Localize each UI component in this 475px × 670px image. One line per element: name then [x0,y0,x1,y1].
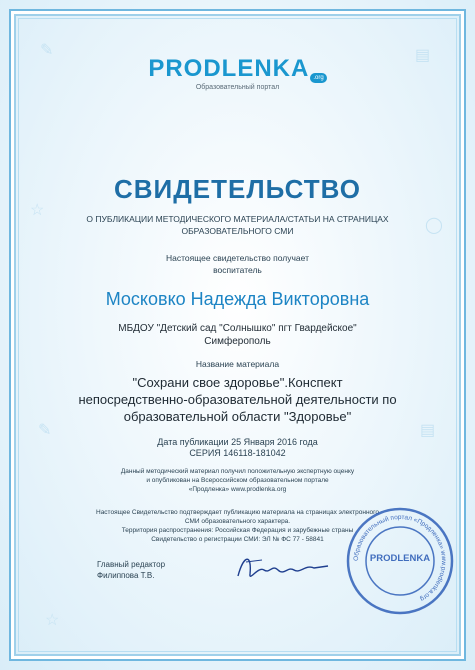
certificate-subtitle [0,213,475,237]
publication-date: Дата публикации 25 Января 2016 года [157,437,318,447]
organization-name: МБДОУ "Детский сад "Солнышко" пгт Гвардейское" [118,323,357,334]
organization [0,322,475,348]
logo-domain-badge: .org [310,73,326,83]
pencil-icon: ✎ [38,422,52,439]
confirmation-line: Территория распространения: Российская Федерация и зарубежные страны [121,527,354,534]
publication-info [0,437,475,459]
pencil-icon: ✎ [40,42,54,59]
confirmation-line: Настоящее Свидетельство подтверждает публикацию материала на страницах электронного [96,509,379,516]
material-title-line: "Сохрани свое здоровье".Конспект [132,375,343,390]
subtitle-line: О ПУБЛИКАЦИИ МЕТОДИЧЕСКОГО МАТЕРИАЛА/СТАТЬИ НА СТРАНИЦАХ [86,214,389,224]
note-line: Данный методический материал получил положительную экспертную оценку [120,468,355,475]
material-title-line: непосредственно-образовательной деятельности по [78,392,397,407]
material-heading: Название материала [195,359,280,369]
certificate-title: СВИДЕТЕЛЬСТВО [114,174,361,204]
official-stamp [344,505,456,617]
logo-tagline: Образовательный портал [195,84,280,91]
expert-note [0,467,475,494]
recipient-intro-line: Настоящее свидетельство получает [165,253,309,263]
organization-city: Симферополь [204,336,271,347]
stamp-ring-text: Образовательный портал «Продленка» www.prodlenka.org [352,513,448,603]
subtitle-line: ОБРАЗОВАТЕЛЬНОГО СМИ [181,226,294,236]
star-icon: ☆ [45,612,60,629]
book-icon: ▤ [420,422,436,439]
logo [0,55,475,91]
recipient-intro [0,252,475,276]
confirmation-line: СМИ образовательного характера. [184,518,291,525]
series-number: СЕРИЯ 146118-181042 [189,448,286,458]
logo-wordmark: PRODLENKA [148,55,310,82]
editor-block [97,559,165,581]
book-icon: ▤ [415,47,431,64]
material-title-line: образовательной области "Здоровье" [123,409,352,424]
stamp-center-text: PRODLENKA [369,553,431,564]
star-icon: ☆ [30,202,45,219]
note-line: и опубликован на Всероссийском образовательном портале [146,477,329,484]
bulb-icon: ◯ [425,217,443,234]
editor-name: Филиппова Т.В. [97,571,155,580]
material-title [0,374,475,425]
recipient-name: Московко Надежда Викторовна [105,289,370,309]
signature [232,548,332,588]
registration-line: Свидетельство о регистрации СМИ: ЭЛ № ФС 77 - 58841 [151,536,324,543]
recipient-position: воспитатель [213,265,262,275]
editor-title: Главный редактор [97,560,166,569]
note-line: «Продленка» www.prodlenka.org [188,486,287,493]
